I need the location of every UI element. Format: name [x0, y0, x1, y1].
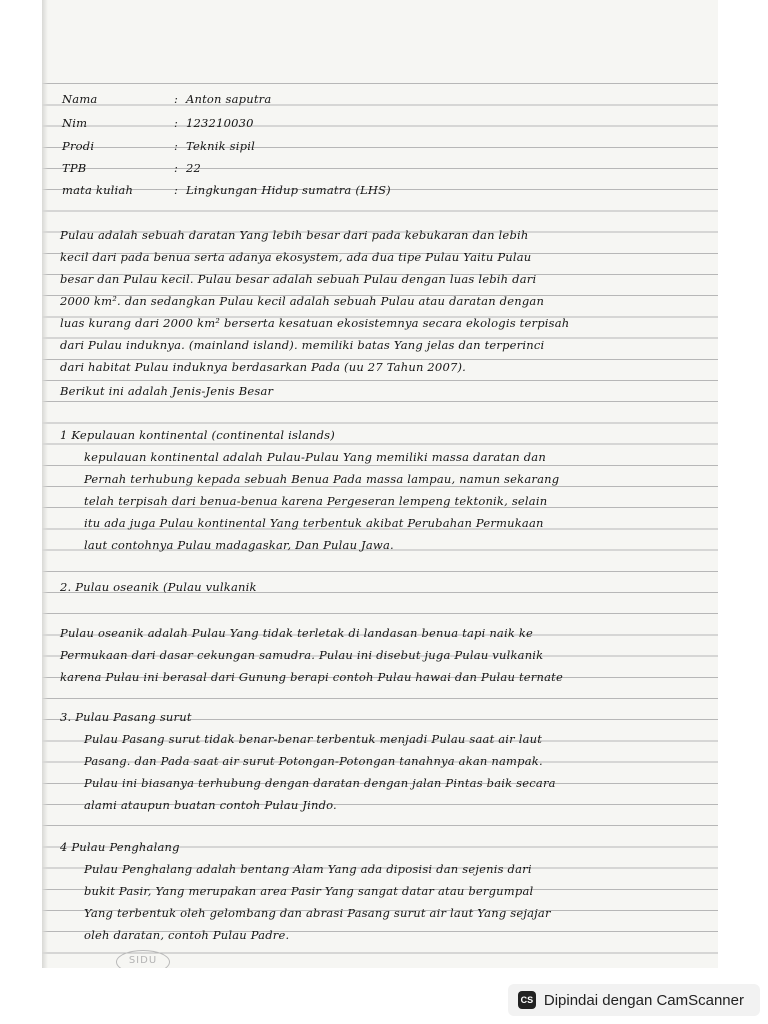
header-colon: : — [174, 92, 179, 106]
header-colon: : — [174, 116, 179, 130]
text-line: kecil dari pada benua serta adanya ekosystem, ada dua tipe Pulau Yaitu Pulau — [60, 250, 532, 264]
text-line: Pulau adalah sebuah daratan Yang lebih besar dari pada kebukaran dan lebih — [60, 228, 529, 242]
header-value-name: Anton saputra — [186, 92, 272, 106]
section-heading: 4 Pulau Penghalang — [60, 840, 180, 854]
camscanner-watermark — [508, 984, 760, 1016]
text-line: Pulau Penghalang adalah bentang Alam Yang ada diposisi dan sejenis dari — [84, 862, 532, 876]
text-line: laut contohnya Pulau madagaskar, Dan Pulau Jawa. — [84, 538, 394, 552]
text-line: Pernah terhubung kepada sebuah Benua Pada massa lampau, namun sekarang — [84, 472, 560, 486]
section-heading: 1 Kepulauan kontinental (continental islands) — [60, 428, 335, 442]
header-label-prodi: Prodi — [62, 139, 95, 153]
header-value-tpb: 22 — [186, 161, 202, 175]
text-line: besar dan Pulau kecil. Pulau besar adalah sebuah Pulau dengan luas lebih dari — [60, 272, 537, 286]
text-line: karena Pulau ini berasal dari Gunung berapi contoh Pulau hawai dan Pulau ternate — [60, 670, 563, 684]
text-line: telah terpisah dari benua-benua karena Pergeseran lempeng tektonik, selain — [84, 494, 548, 508]
text-line: 2000 km². dan sedangkan Pulau kecil adalah sebuah Pulau atau daratan dengan — [60, 294, 545, 308]
header-label-nim: Nim — [62, 116, 88, 130]
text-line: dari Pulau induknya. (mainland island). memiliki batas Yang jelas dan terperinci — [60, 338, 545, 352]
text-line: itu ada juga Pulau kontinental Yang terbentuk akibat Perubahan Permukaan — [84, 516, 544, 530]
text-line: kepulauan kontinental adalah Pulau-Pulau Yang memiliki massa daratan dan — [84, 450, 546, 464]
text-line: luas kurang dari 2000 km² berserta kesatuan ekosistemnya secara ekologis terpisah — [60, 316, 570, 330]
text-line: oleh daratan, contoh Pulau Padre. — [84, 928, 290, 942]
header-colon: : — [174, 161, 179, 175]
notebook-page — [42, 0, 718, 968]
notebook-brand-stamp: SIDU — [116, 950, 170, 968]
text-line: dari habitat Pulau induknya berdasarkan Pada (uu 27 Tahun 2007). — [60, 360, 467, 374]
text-line: Pulau oseanik adalah Pulau Yang tidak terletak di landasan benua tapi naik ke — [60, 626, 534, 640]
text-line: Pulau Pasang surut tidak benar-benar terbentuk menjadi Pulau saat air laut — [84, 732, 543, 746]
header-colon: : — [174, 183, 179, 197]
header-colon: : — [174, 139, 179, 153]
text-line: Permukaan dari dasar cekungan samudra. Pulau ini disebut juga Pulau vulkanik — [60, 648, 544, 662]
text-line: Yang terbentuk oleh gelombang dan abrasi Pasang surut air laut Yang sejajar — [84, 906, 551, 920]
text-line: Berikut ini adalah Jenis-Jenis Besar — [60, 384, 274, 398]
header-label-tpb: TPB — [62, 161, 87, 175]
section-heading: 3. Pulau Pasang surut — [60, 710, 192, 724]
text-line: bukit Pasir, Yang merupakan area Pasir Yang sangat datar atau bergumpal — [84, 884, 534, 898]
camscanner-icon: CS — [518, 991, 536, 1009]
camscanner-text: Dipindai dengan CamScanner — [543, 991, 744, 1009]
header-label-name: Nama — [62, 92, 98, 106]
text-line: Pasang. dan Pada saat air surut Potongan-Potongan tanahnya akan nampak. — [84, 754, 543, 768]
page-edge-shadow — [42, 0, 48, 968]
text-line: Pulau ini biasanya terhubung dengan daratan dengan jalan Pintas baik secara — [84, 776, 556, 790]
header-value-course: Lingkungan Hidup sumatra (LHS) — [186, 183, 391, 197]
header-value-nim: 123210030 — [186, 116, 254, 130]
text-line: alami ataupun buatan contoh Pulau Jindo. — [84, 798, 337, 812]
section-heading: 2. Pulau oseanik (Pulau vulkanik — [60, 580, 257, 594]
header-label-course: mata kuliah — [62, 183, 134, 197]
header-value-prodi: Teknik sipil — [186, 139, 255, 153]
